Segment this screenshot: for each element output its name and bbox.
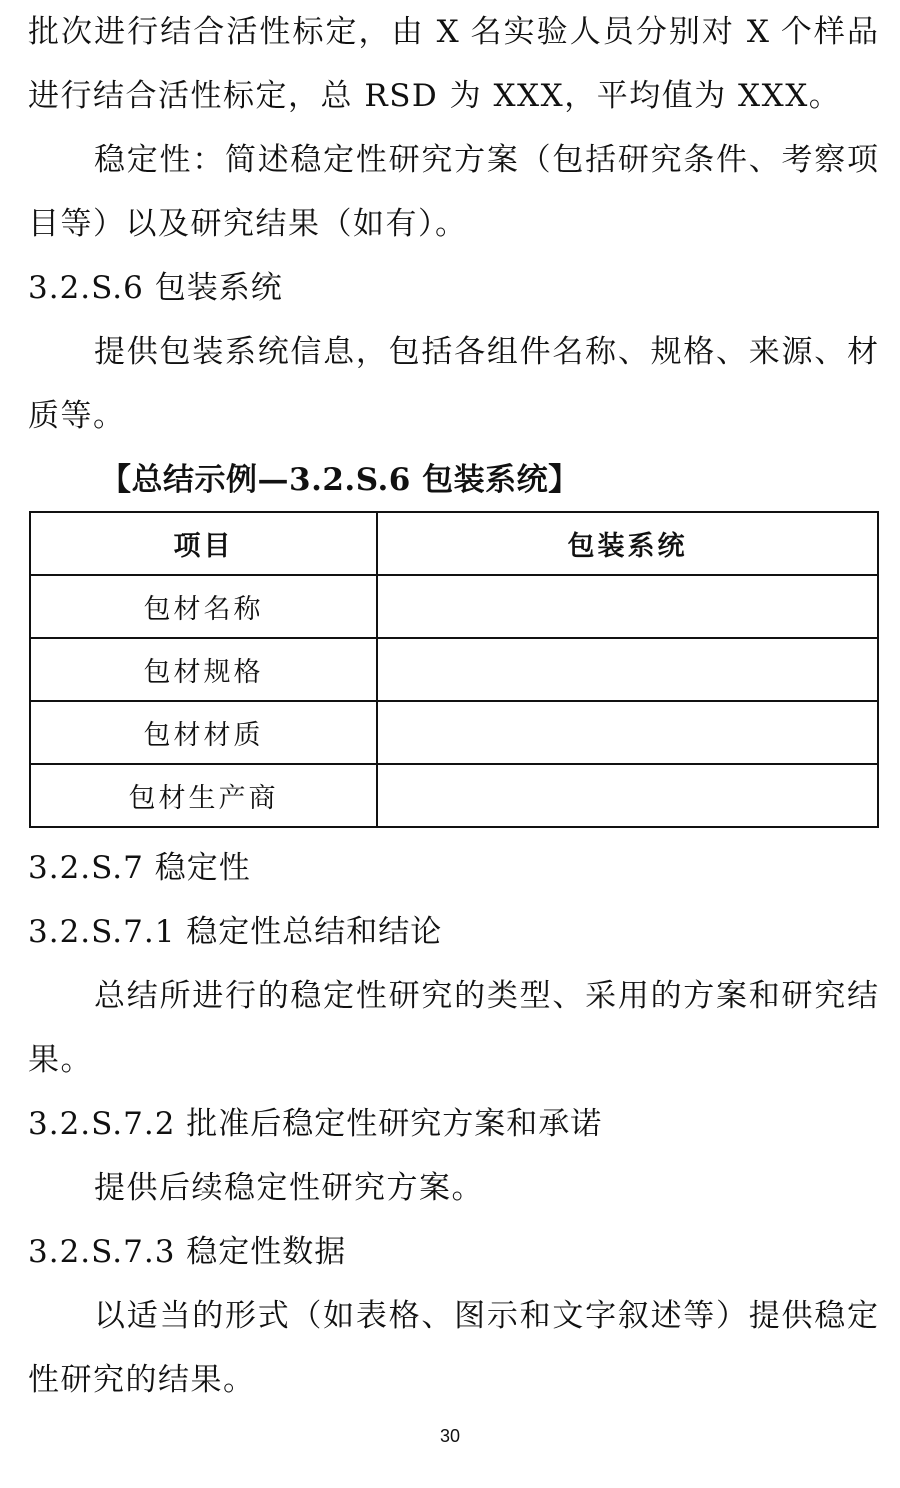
section-heading-s7: 3.2.S.7 稳定性 (28, 850, 251, 886)
row-label-cell: 包材规格 (30, 638, 377, 701)
header-cell-packaging: 包装系统 (377, 512, 878, 575)
row-value-cell (377, 638, 878, 701)
s6-paragraph-line: 提供包装系统信息，包括各组件名称、规格、来源、材 (94, 334, 878, 370)
row-label-cell: 包材名称 (30, 575, 377, 638)
row-value-cell (377, 764, 878, 827)
row-value-cell (377, 701, 878, 764)
page-number: 30 (439, 1426, 461, 1446)
table-caption: 【总结示例—3.2.S.6 包装系统】 (100, 462, 580, 498)
section-heading-s6: 3.2.S.6 包装系统 (28, 270, 283, 306)
row-value-cell (377, 575, 878, 638)
section-heading-s7-1: 3.2.S.7.1 稳定性总结和结论 (28, 914, 443, 950)
row-label-cell: 包材生产商 (30, 764, 377, 827)
s7-1-paragraph-line: 总结所进行的稳定性研究的类型、采用的方案和研究结 (94, 978, 878, 1014)
table-header-row (30, 512, 878, 575)
table-row (30, 701, 878, 764)
table-row (30, 764, 878, 827)
table-row (30, 575, 878, 638)
s6-paragraph-line: 质等。 (28, 398, 126, 434)
header-cell-item: 项目 (30, 512, 377, 575)
s7-1-paragraph-line: 果。 (28, 1042, 93, 1078)
stability-intro-line: 目等）以及研究结果（如有）。 (28, 206, 468, 242)
table-row (30, 638, 878, 701)
section-heading-s7-2: 3.2.S.7.2 批准后稳定性研究方案和承诺 (28, 1106, 603, 1142)
body-text-line: 进行结合活性标定，总 RSD 为 XXX，平均值为 XXX。 (28, 78, 842, 114)
section-heading-s7-3: 3.2.S.7.3 稳定性数据 (28, 1234, 347, 1270)
body-text-line: 批次进行结合活性标定，由 X 名实验人员分别对 X 个样品 (28, 14, 878, 50)
s7-3-paragraph-line: 性研究的结果。 (28, 1362, 256, 1398)
row-label-cell: 包材材质 (30, 701, 377, 764)
stability-intro-line: 稳定性：简述稳定性研究方案（包括研究条件、考察项 (94, 142, 878, 178)
s7-2-paragraph: 提供后续稳定性研究方案。 (94, 1170, 484, 1206)
s7-3-paragraph-line: 以适当的形式（如表格、图示和文字叙述等）提供稳定 (94, 1298, 878, 1334)
packaging-summary-table (29, 511, 879, 828)
